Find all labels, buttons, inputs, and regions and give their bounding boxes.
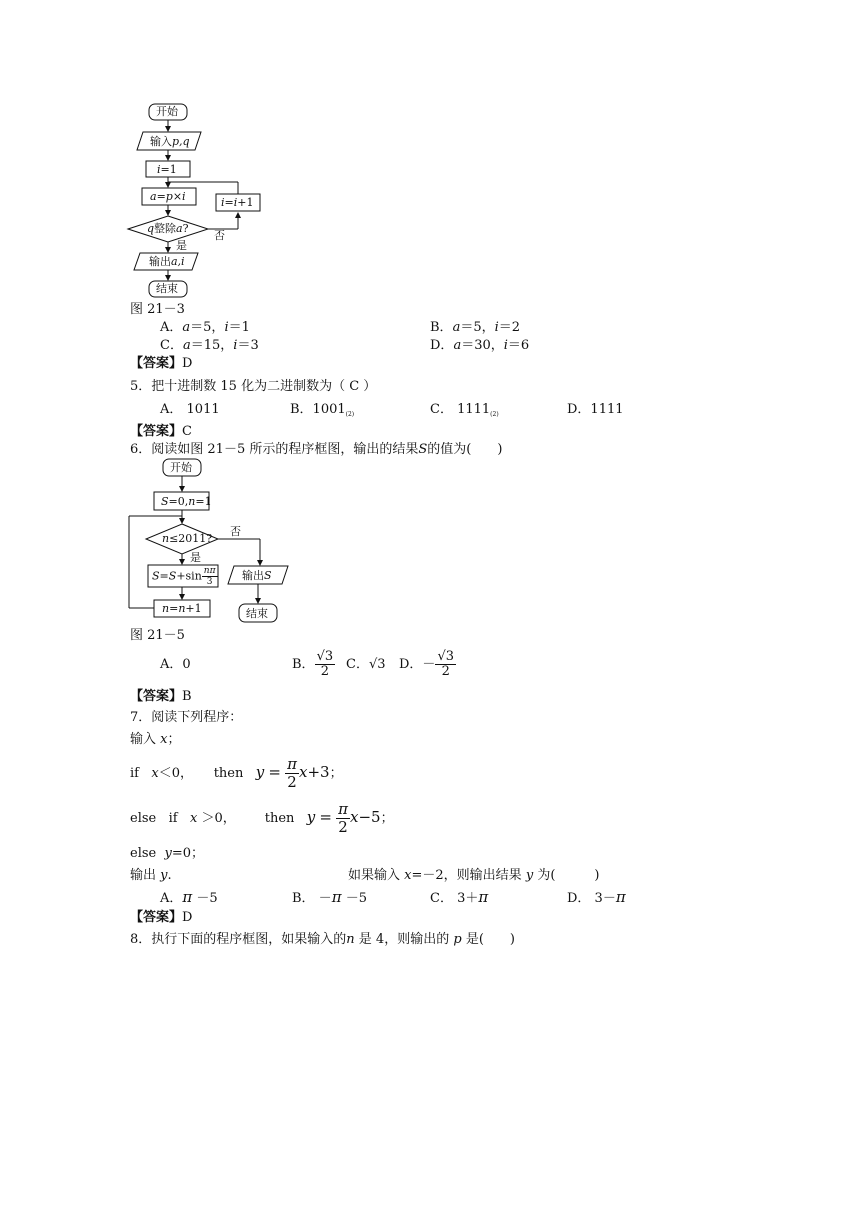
fig-21-3-caption: 图 21－3 <box>130 302 185 317</box>
q5-option-b: B．$1001_{(2)}$ <box>290 402 355 418</box>
fc1-condition-label: q整除a? <box>147 222 189 235</box>
q4-option-d: D．a＝30，i＝6 <box>430 338 530 353</box>
fc2-start-label: 开始 <box>170 461 192 474</box>
q7-question: 如果输入 x=－2，则输出结果 y 为( ) <box>348 868 600 883</box>
fc1-init-label: i=1 <box>157 163 177 176</box>
q5-option-c: C． $1111_{(2)}$ <box>430 402 499 418</box>
fc2-init-label: S=0,n=1 <box>161 495 212 508</box>
q7-line-input: 输入 x； <box>130 732 181 747</box>
fc2-output-label: 输出S <box>242 569 272 582</box>
q7-title: 7．阅读下列程序： <box>130 710 243 725</box>
fc1-assign-label: a=p×i <box>150 190 186 203</box>
fig-21-5-caption: 图 21－5 <box>130 628 185 643</box>
q7-line-output: 输出 y. <box>130 868 172 883</box>
q6-question: 6．阅读如图 21－5 所示的程序框图，输出的结果S的值为( ) <box>130 442 503 457</box>
q7-option-c: C． 3＋π <box>430 888 489 906</box>
fc1-input-label: 输入p,q <box>150 135 190 148</box>
q7-option-d: D． 3－π <box>567 888 626 906</box>
q5-answer: 【答案】C <box>130 424 192 439</box>
fc2-body-label: S=S+sin $\frac{n\pi}{3}$ <box>152 566 216 587</box>
q5-question: 5．把十进制数 15 化为二进制数为（ C ） <box>130 379 377 394</box>
q7-answer: 【答案】D <box>130 910 193 925</box>
q8-question: 8．执行下面的程序框图，如果输入的n 是 4，则输出的 p 是( ) <box>130 932 515 947</box>
q4-answer: 【答案】D <box>130 356 193 371</box>
q4-option-b: B．a＝5，i＝2 <box>430 320 521 335</box>
q6-option-d: D．－ $\frac{√3}{2}$ <box>399 649 454 679</box>
q7-line-if: if x＜0， then y = $\frac{\pi}{2}$ x+3； <box>130 755 343 791</box>
fc1-start-label: 开始 <box>156 105 178 118</box>
fc1-end-label: 结束 <box>156 282 178 295</box>
q4-option-c: C．a＝15，i＝3 <box>160 338 259 353</box>
q6-option-b: B． $\frac{√3}{2}$ <box>292 649 334 679</box>
q7-line-else: else y=0； <box>130 846 205 861</box>
q5-option-d: D．1111 <box>567 402 624 417</box>
q7-option-b: B． －π －5 <box>292 888 367 906</box>
fc2-yes-label: 是 <box>190 551 201 564</box>
fc1-output-label: 输出a,i <box>149 255 185 268</box>
q6-option-c: C．√3 <box>346 657 386 672</box>
fc2-condition-label: n≤2011? <box>162 532 213 545</box>
fc1-no-label: 否 <box>214 229 225 242</box>
fc2-increment-label: n=n+1 <box>162 602 202 615</box>
q6-option-a: A．0 <box>160 657 191 672</box>
q4-option-a: A．a＝5，i＝1 <box>160 320 250 335</box>
q6-answer: 【答案】B <box>130 689 192 704</box>
fc1-yes-label: 是 <box>176 239 187 252</box>
q7-option-a: A．π －5 <box>160 888 218 906</box>
q7-line-else-if: else if x ＞0， then y = $\frac{\pi}{2}$ x−5； <box>130 800 394 836</box>
q5-option-a: A． 1011 <box>160 402 220 417</box>
fc2-no-label: 否 <box>230 525 241 538</box>
fc1-increment-label: i=i+1 <box>221 196 254 209</box>
fc2-end-label: 结束 <box>246 607 268 620</box>
